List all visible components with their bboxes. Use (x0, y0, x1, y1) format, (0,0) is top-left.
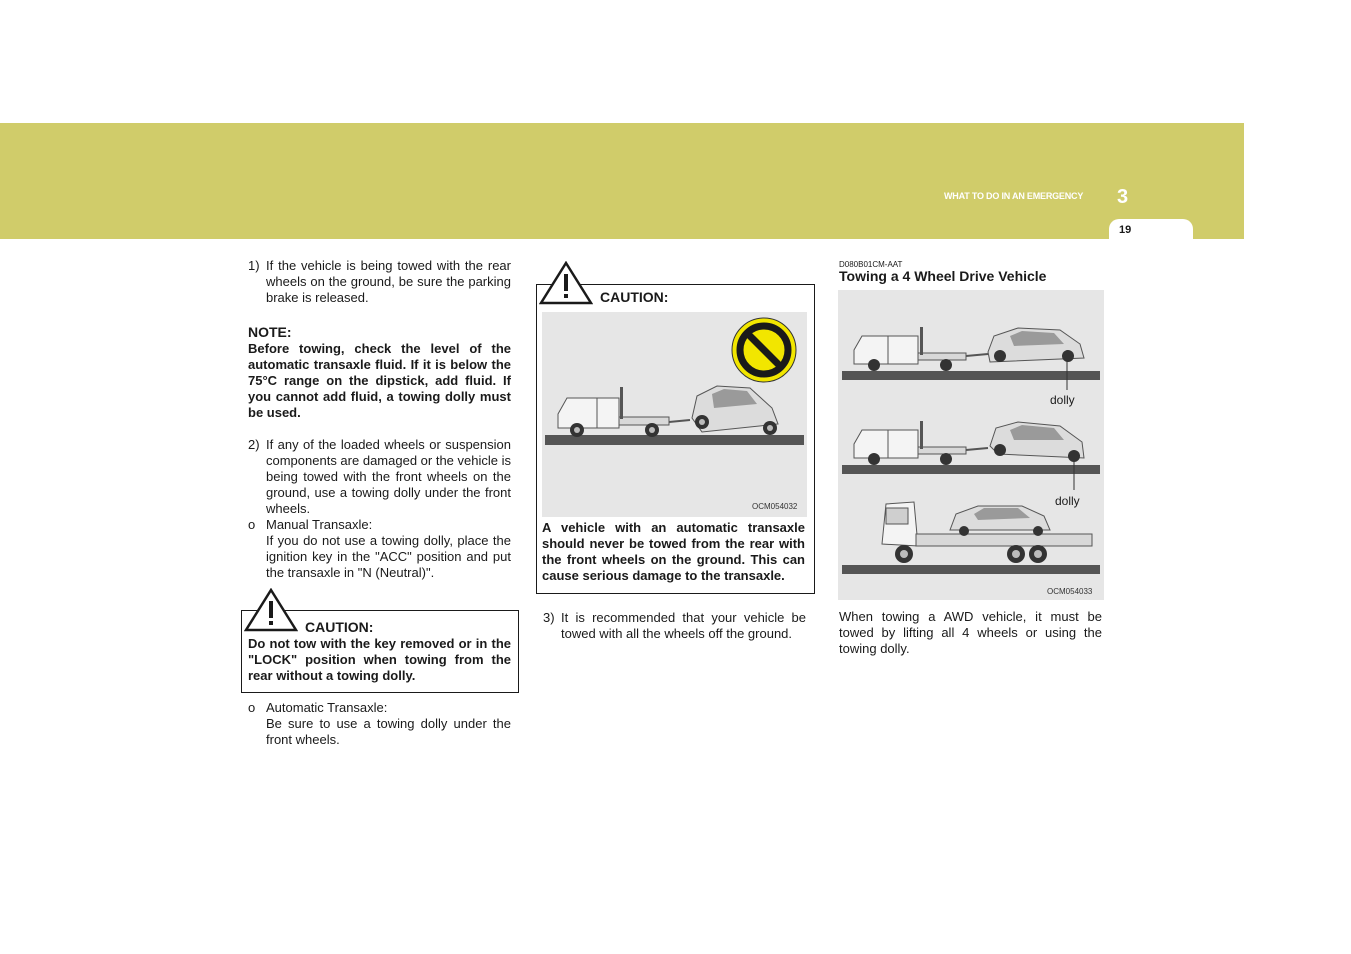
caution-text: A vehicle with an automatic transaxle should never be towed from the rear with the front wheels on the ground. This can cause serious damage to the transaxle. (542, 520, 805, 583)
figure-code: OCM054033 (1047, 587, 1093, 596)
list-item-1 (248, 258, 511, 306)
caution-label: CAUTION: (305, 619, 374, 635)
document-code: D080B01CM-AAT (839, 260, 903, 269)
middle-column-bottom (543, 610, 806, 642)
tow-truck-illustration (542, 312, 807, 517)
section-title: WHAT TO DO IN AN EMERGENCY (944, 191, 1084, 201)
list-marker: 3) (543, 610, 555, 625)
prohibition-sign-icon (732, 318, 796, 382)
caution-text: Do not tow with the key removed or in the "LOCK" position when towing from the rear without a towing dolly. (248, 636, 511, 683)
list-item-3 (543, 610, 806, 642)
header-band (0, 123, 1244, 239)
list-item-manual (248, 517, 511, 581)
note-text: Before towing, check the level of the automatic transaxle fluid. If it is below the 75°C range on the dipstick, add fluid. If you cannot add fluid, a towing dolly must be used. (248, 341, 511, 420)
left-column-bottom (248, 700, 511, 748)
left-column (248, 258, 511, 581)
awd-tow-methods-illustration (838, 290, 1104, 600)
figure-code: OCM054032 (752, 502, 798, 511)
list-item-title: Manual Transaxle: (266, 517, 373, 532)
list-item-text: If any of the loaded wheels or suspension components are damaged or the vehicle is being towed with the front wheels on the ground, use a towing dolly under the front wheels. (266, 437, 511, 516)
list-item-text: It is recommended that your vehicle be towed with all the wheels off the ground. (561, 610, 806, 641)
list-item-2 (248, 437, 511, 517)
list-item-automatic (248, 700, 511, 748)
list-item-text: If the vehicle is being towed with the rear wheels on the ground, be sure the parking brake is released. (266, 258, 511, 305)
section-heading: Towing a 4 Wheel Drive Vehicle (839, 268, 1047, 284)
list-item-text: Be sure to use a towing dolly under the front wheels. (266, 716, 511, 747)
note-title: NOTE: (248, 324, 292, 340)
list-marker: 1) (248, 258, 260, 273)
dolly-label: dolly (1055, 494, 1080, 508)
section-number: 3 (1117, 186, 1129, 208)
caution-label: CAUTION: (600, 289, 669, 305)
dolly-label: dolly (1050, 393, 1075, 407)
right-body-text: When towing a AWD vehicle, it must be towed by lifting all 4 wheels or using the towing dolly. (839, 609, 1102, 656)
list-marker: o (248, 700, 256, 715)
list-item-title: Automatic Transaxle: (266, 700, 388, 715)
list-item-text: If you do not use a towing dolly, place the ignition key in the "ACC" position and put the transaxle in "N (Neutral)". (266, 533, 511, 580)
warning-triangle-icon (244, 588, 298, 632)
page-number: 19 (1119, 224, 1132, 236)
list-marker: o (248, 517, 256, 532)
awd-towing-illustration (838, 290, 1104, 600)
towing-illustration-prohibited (542, 312, 807, 517)
warning-triangle-icon (539, 261, 593, 305)
list-marker: 2) (248, 437, 260, 452)
